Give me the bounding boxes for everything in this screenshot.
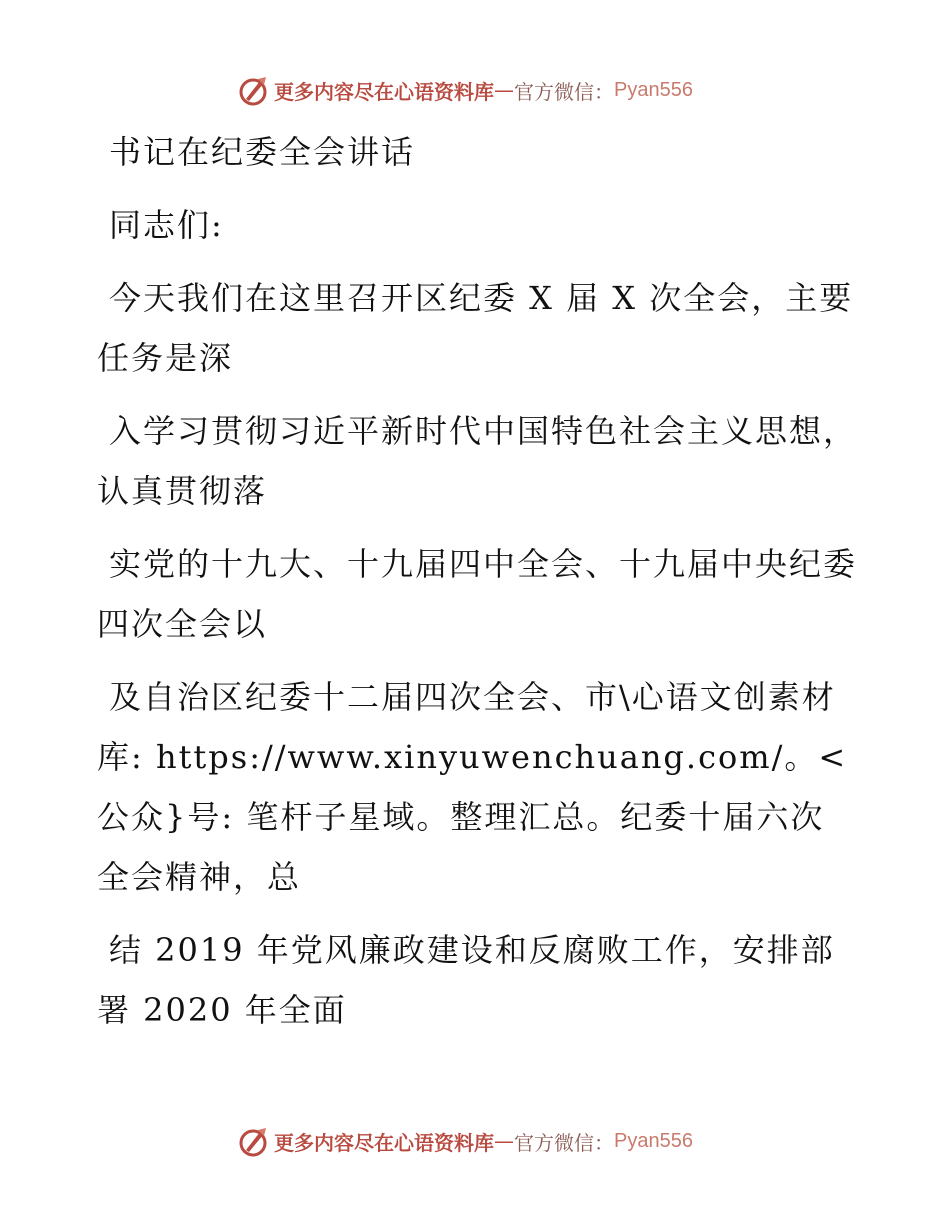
paragraph: 及自治区纪委十二届四次全会、市\心语文创素材库: https://www.xinyuwenchuang.com/。<公众}号: 笔杆子星域。整理汇总。纪委十届六次全会精神，总 xyxy=(97,678,848,896)
document-greeting: 同志们: xyxy=(109,206,224,244)
quill-pen-logo-icon xyxy=(236,1124,270,1158)
header-dash: — xyxy=(494,78,514,102)
paragraph: 结 2019 年党风廉政建设和反腐败工作，安排部署 2020 年全面 xyxy=(97,931,835,1029)
header-wechat-label: 官方微信： xyxy=(514,79,614,104)
document-body xyxy=(97,122,857,1053)
footer-brand-text: 更多内容尽在心语资料库 xyxy=(274,1130,494,1155)
paragraph: 今天我们在这里召开区纪委 X 届 X 次全会，主要任务是深 xyxy=(97,279,854,377)
footer-dash: — xyxy=(494,1129,514,1153)
header-brand-text: 更多内容尽在心语资料库 xyxy=(274,79,494,104)
paragraph: 实党的十九大、十九届四中全会、十九届中央纪委四次全会以 xyxy=(97,545,858,643)
header-banner xyxy=(236,72,716,108)
document-title: 书记在纪委全会讲话 xyxy=(109,133,416,171)
paragraph: 入学习贯彻习近平新时代中国特色社会主义思想，认真贯彻落 xyxy=(97,412,858,510)
footer-wechat-label: 官方微信： xyxy=(514,1130,614,1155)
header-wechat-id: Pyan556 xyxy=(614,78,693,101)
quill-pen-logo-icon xyxy=(236,73,270,107)
footer-wechat-id: Pyan556 xyxy=(614,1129,693,1152)
footer-banner xyxy=(236,1123,716,1159)
